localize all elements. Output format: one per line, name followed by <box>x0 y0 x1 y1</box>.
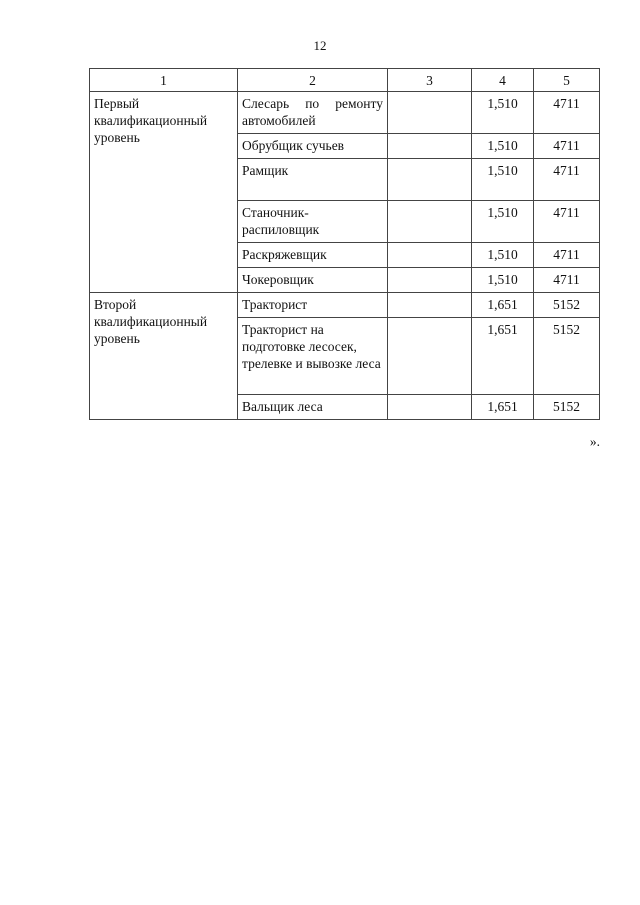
job-title: Раскряжевщик <box>238 243 388 268</box>
job-title: Рамщик <box>238 159 388 201</box>
coefficient-cell: 1,510 <box>472 243 534 268</box>
job-title: Тракторист <box>238 293 388 318</box>
job-title: Чокеровщик <box>238 268 388 293</box>
col3-cell <box>388 92 472 134</box>
salary-cell: 4711 <box>534 268 600 293</box>
col3-cell <box>388 243 472 268</box>
coefficient-cell: 1,510 <box>472 268 534 293</box>
col3-cell <box>388 159 472 201</box>
job-title: Обрубщик сучьев <box>238 134 388 159</box>
salary-cell: 5152 <box>534 318 600 395</box>
coefficient-cell: 1,651 <box>472 293 534 318</box>
closing-quote-mark: ». <box>589 434 600 449</box>
salary-cell: 4711 <box>534 134 600 159</box>
coefficient-cell: 1,510 <box>472 92 534 134</box>
page-number: 12 <box>313 38 327 53</box>
job-title: Станочник-распиловщик <box>238 201 388 243</box>
coefficient-cell: 1,510 <box>472 134 534 159</box>
header-cell-5: 5 <box>534 69 600 92</box>
header-cell-2: 2 <box>238 69 388 92</box>
table-row <box>90 293 600 318</box>
header-cell-1: 1 <box>90 69 238 92</box>
salary-cell: 4711 <box>534 92 600 134</box>
salary-table <box>89 68 600 420</box>
col3-cell <box>388 134 472 159</box>
col3-cell <box>388 201 472 243</box>
job-title: Тракторист на подготовке лесосек, трелевке и вывозке леса <box>238 318 388 395</box>
salary-cell: 4711 <box>534 159 600 201</box>
qualification-level-1: Первый квалификационный уровень <box>90 92 238 293</box>
header-cell-3: 3 <box>388 69 472 92</box>
table-row <box>90 92 600 134</box>
coefficient-cell: 1,510 <box>472 201 534 243</box>
header-cell-4: 4 <box>472 69 534 92</box>
job-title: Вальщик леса <box>238 395 388 420</box>
coefficient-cell: 1,510 <box>472 159 534 201</box>
coefficient-cell: 1,651 <box>472 318 534 395</box>
col3-cell <box>388 395 472 420</box>
col3-cell <box>388 318 472 395</box>
col3-cell <box>388 268 472 293</box>
salary-cell: 5152 <box>534 395 600 420</box>
salary-cell: 4711 <box>534 201 600 243</box>
job-title: Слесарь по ремонту автомобилей <box>238 92 388 134</box>
salary-cell: 4711 <box>534 243 600 268</box>
coefficient-cell: 1,651 <box>472 395 534 420</box>
qualification-level-2: Второй квалификационный уровень <box>90 293 238 420</box>
table-header-row <box>90 69 600 92</box>
col3-cell <box>388 293 472 318</box>
salary-cell: 5152 <box>534 293 600 318</box>
